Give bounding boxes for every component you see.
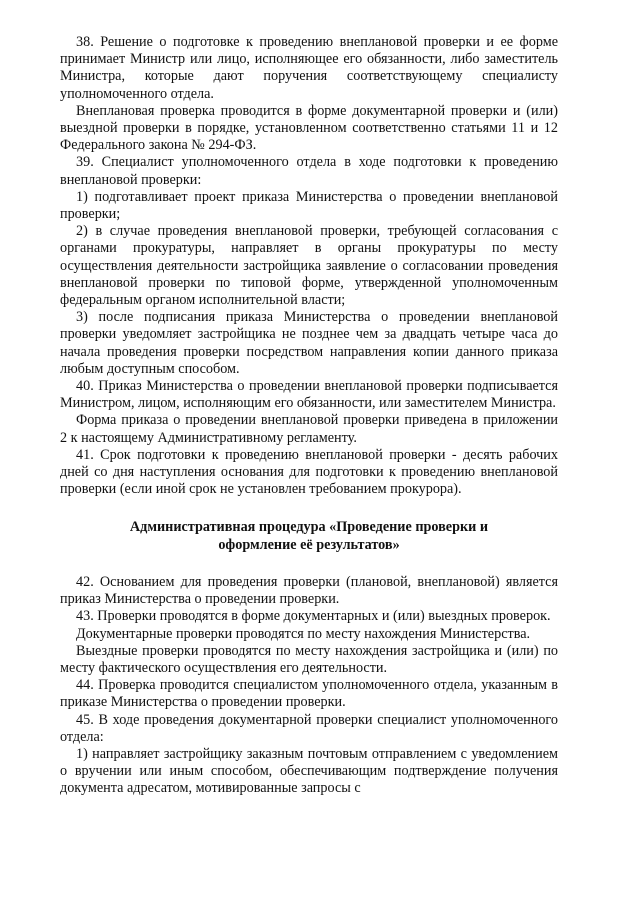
paragraph-40: 40. Приказ Министерства о проведении внеплановой проверки подписывается Министром, лицом, исполняющим его обязанности, или заместителем Министра. xyxy=(60,378,558,412)
paragraph-44: 44. Проверка проводится специалистом уполномоченного отдела, указанным в приказе Министерства о проведении проверки. xyxy=(60,677,558,711)
paragraph-39-item-1: 1) подготавливает проект приказа Министерства о проведении внеплановой проверки; xyxy=(60,188,558,223)
paragraph-field-place: Выездные проверки проводятся по месту нахождения застройщика и (или) по месту фактического осуществления его деятельности. xyxy=(60,642,558,676)
paragraph-order-form: Форма приказа о проведении внеплановой проверки приведена в приложении 2 к настоящему Административному регламенту. xyxy=(60,412,558,446)
paragraph-documentary-place: Документарные проверки проводятся по месту нахождения Министерства. xyxy=(76,625,531,642)
paragraph-45: 45. В ходе проведения документарной проверки специалист уполномоченного отдела: xyxy=(60,711,558,745)
paragraph-45-item-1: 1) направляет застройщику заказным почтовым отправлением с уведомлением о вручении или иным способом, обеспечивающим подтверждение получения документа адресатом, мотивированные запросы с xyxy=(60,745,558,797)
paragraph-39-item-3: 3) после подписания приказа Министерства о проведении внеплановой проверки уведомляет застройщика не позднее чем за двадцать четыре часа до начала проведения проверки посредством направления копии данного приказа любым доступным способом. xyxy=(60,309,558,377)
section-heading xyxy=(60,519,558,553)
document-page xyxy=(60,34,558,798)
paragraph-unscheduled-form: Внеплановая проверка проводится в форме документарной проверки и (или) выездной проверки в порядке, установленном соответственно статьями 11 и 12 Федерального закона № 294-ФЗ. xyxy=(60,102,558,154)
paragraph-43: 43. Проверки проводятся в форме документарных и (или) выездных проверок. xyxy=(76,608,551,625)
section-heading-line-2: оформление её результатов» xyxy=(218,536,400,553)
section-heading-line-1: Административная процедура «Проведение проверки и xyxy=(129,519,489,536)
paragraph-39: 39. Специалист уполномоченного отдела в ходе подготовки к проведению внеплановой проверки: xyxy=(60,154,558,188)
paragraph-41: 41. Срок подготовки к проведению внеплановой проверки - десять рабочих дней со дня наступления основания для подготовки к проведению внеплановой проверки (если иной срок не установлен требованием прокурора). xyxy=(60,446,558,498)
paragraph-38: 38. Решение о подготовке к проведению внеплановой проверки и ее форме принимает Министр или лицо, исполняющее его обязанности, либо заместитель Министра, которые дают поручения соответствующему специалисту уполномоченного отдела. xyxy=(60,34,558,102)
paragraph-39-item-2: 2) в случае проведения внеплановой проверки, требующей согласования с органами прокуратуры, направляет в органы прокуратуры по месту осуществления деятельности застройщика заявление о согласовании проведения внеплановой проверки по типовой форме, утвержденной уполномоченным федеральным органом исполнительной власти; xyxy=(60,223,558,309)
paragraph-42: 42. Основанием для проведения проверки (плановой, внеплановой) является приказ Министерства о проведении проверки. xyxy=(60,573,558,608)
